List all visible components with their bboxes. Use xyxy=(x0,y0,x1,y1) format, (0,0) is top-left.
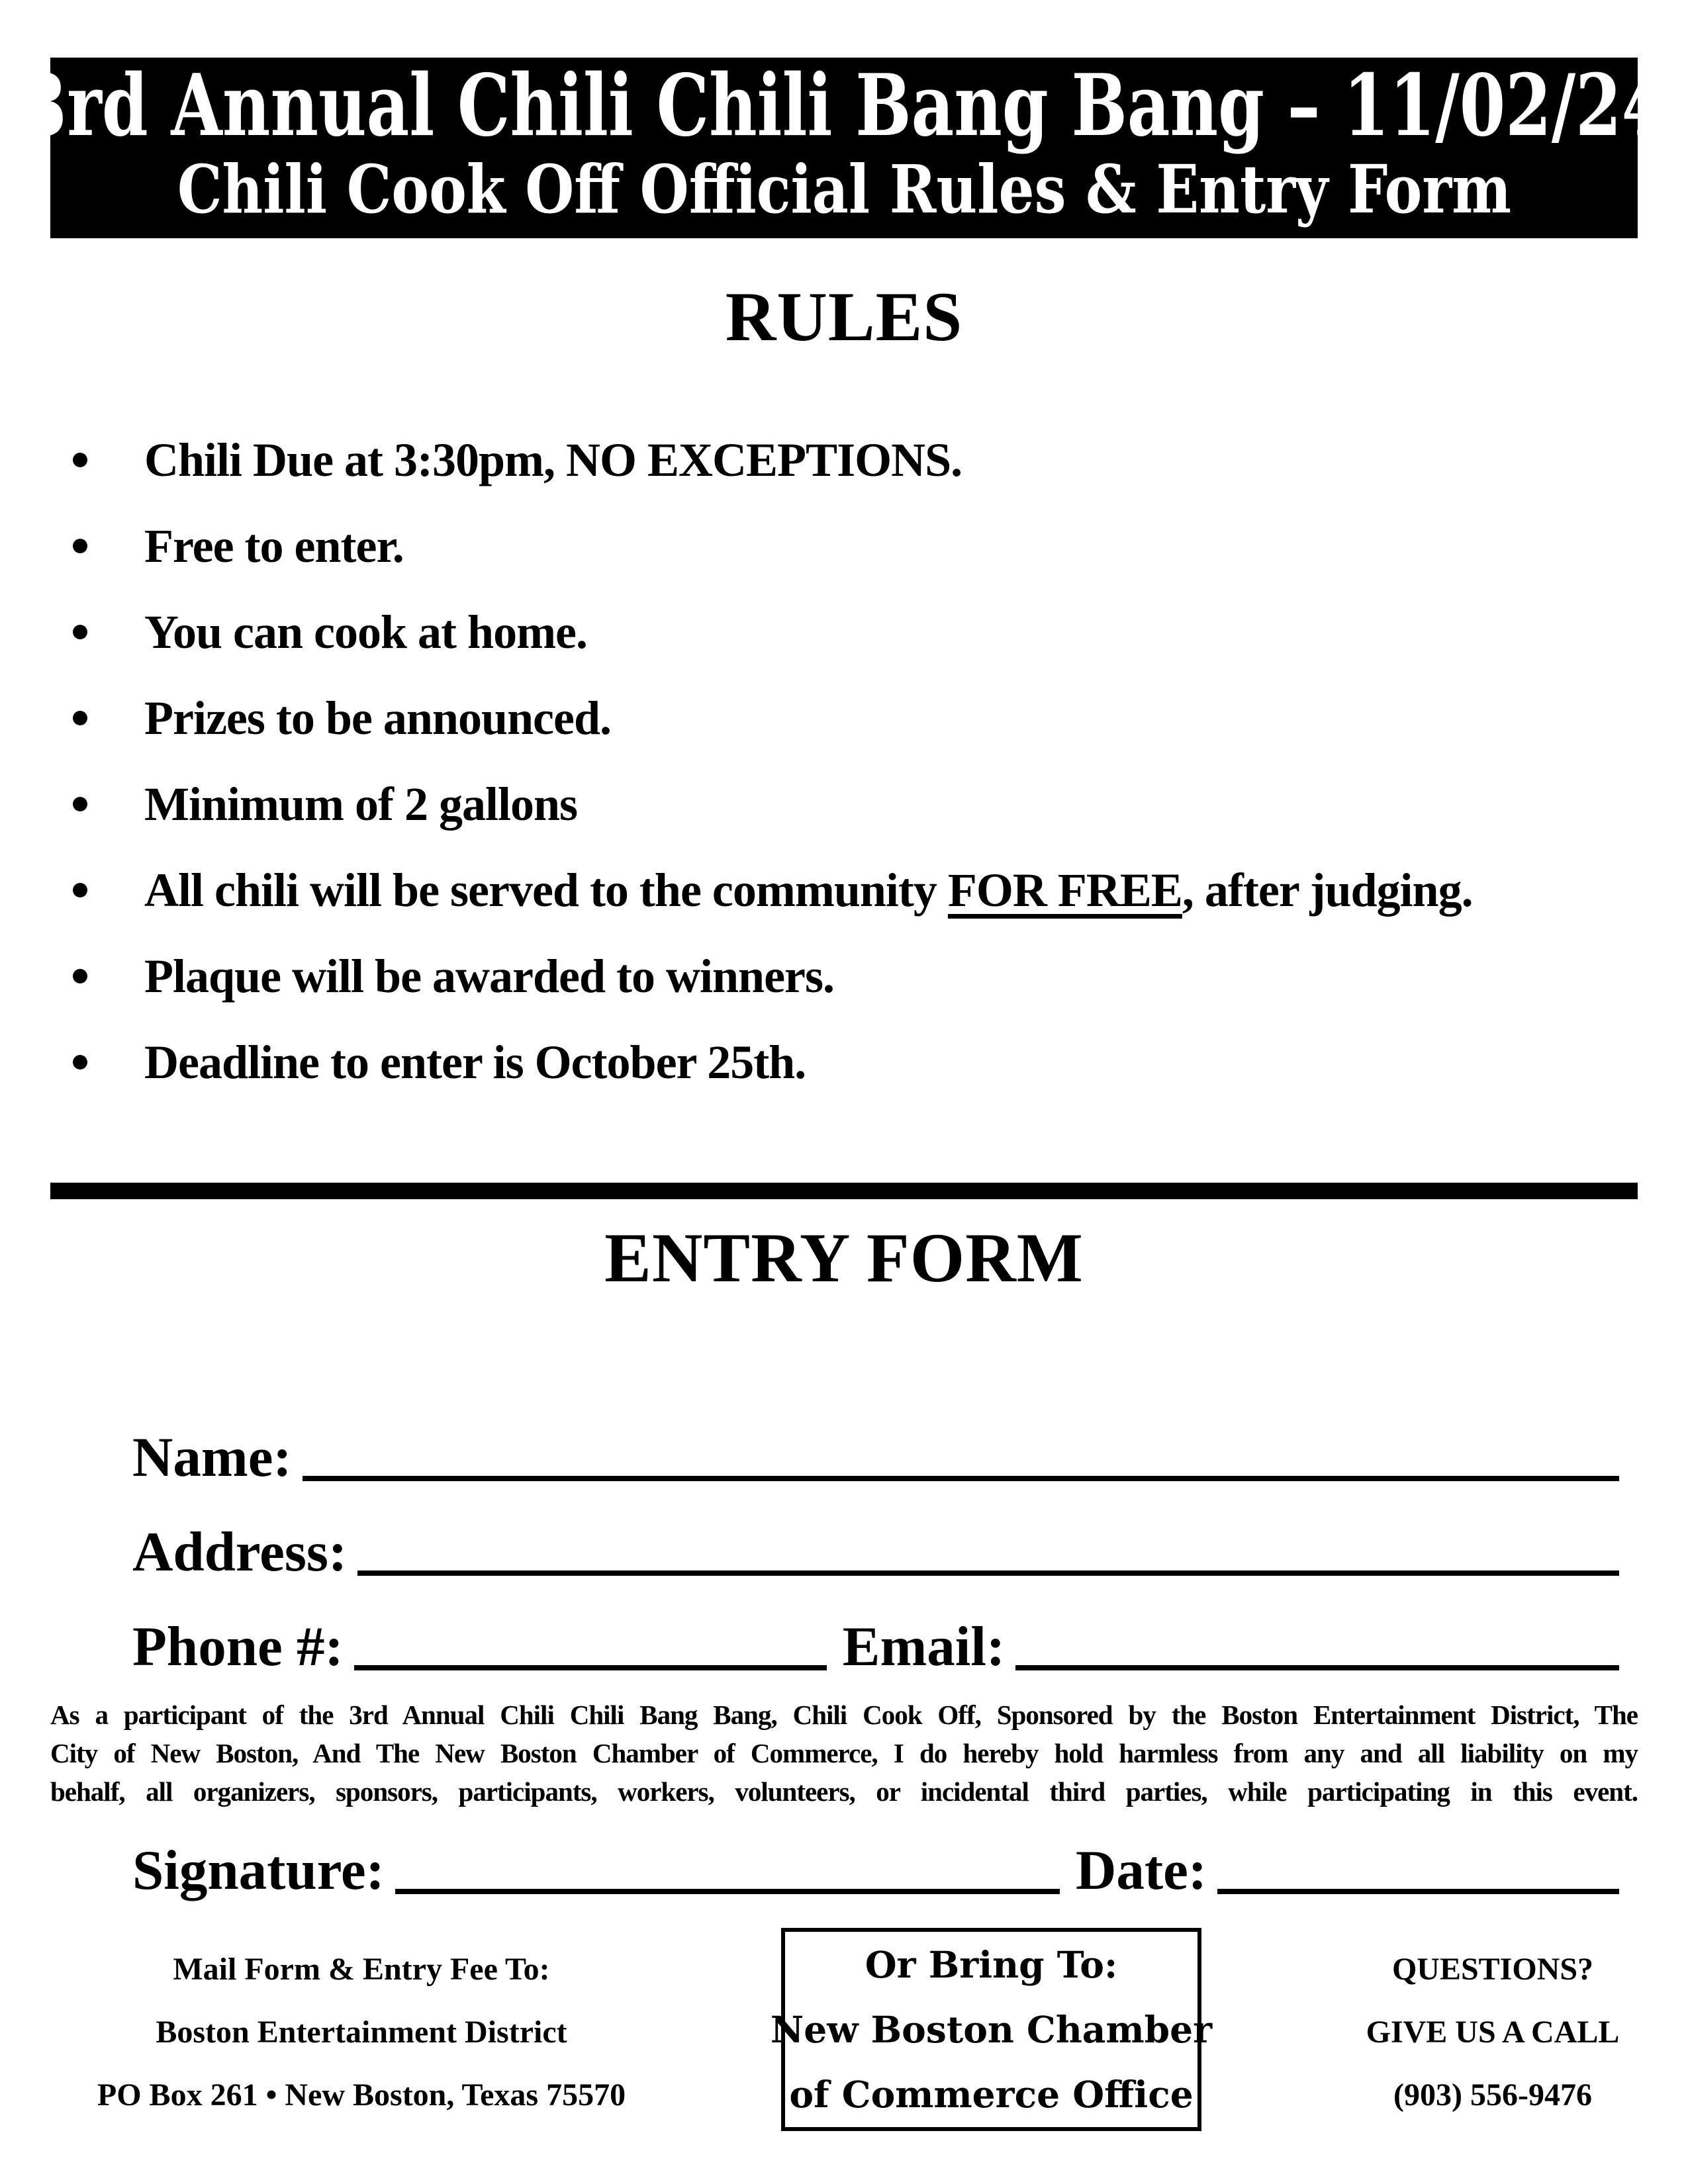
email-label: Email: xyxy=(842,1615,1006,1678)
rule-item xyxy=(73,589,1625,675)
signature-label: Signature: xyxy=(132,1839,385,1901)
mail-line: Mail Form & Entry Fee To: xyxy=(173,1952,550,1987)
rule-item-free-chili xyxy=(73,847,1625,933)
rule-item xyxy=(73,417,1625,503)
bring-line: Or Bring To: xyxy=(865,1943,1118,1986)
name-row xyxy=(132,1427,1619,1488)
rule-text: You can cook at home. xyxy=(144,605,588,659)
rule-item xyxy=(73,1019,1625,1105)
questions-column xyxy=(1344,1938,1642,2126)
questions-line: QUESTIONS? xyxy=(1391,1952,1594,1987)
rule-text: Plaque will be awarded to winners. xyxy=(144,949,835,1003)
bullet-icon xyxy=(73,711,87,725)
phone-label: Phone #: xyxy=(132,1615,344,1678)
bullet-icon xyxy=(73,625,87,639)
signature-date-row xyxy=(132,1840,1619,1901)
name-label: Name: xyxy=(132,1426,292,1488)
rule-text: Chili Due at 3:30pm, NO EXCEPTIONS. xyxy=(144,433,962,486)
bring-to-box xyxy=(770,1928,1213,2131)
rules-list xyxy=(73,417,1625,1105)
rule-text: Prizes to be announced. xyxy=(144,691,611,745)
address-input-line[interactable] xyxy=(357,1570,1619,1576)
rule-text xyxy=(144,863,1473,918)
for-free-underlined-text: FOR FREE xyxy=(947,863,1182,917)
rule-item xyxy=(73,675,1625,761)
name-input-line[interactable] xyxy=(303,1476,1619,1481)
disclaimer-line: As a participant of the 3rd Annual Chili Chili Bang Bang, Chili Cook Off, Sponsored by the Boston Entertainment District, The xyxy=(50,1700,1638,1730)
section-divider xyxy=(50,1183,1638,1199)
disclaimer-line: behalf, all organizers, sponsors, participants, workers, volunteers, or incidental third parties, while participating in this event. xyxy=(50,1776,1638,1807)
banner-title-line2: Chili Cook Off Official Rules & Entry Form xyxy=(177,150,1511,228)
questions-line: GIVE US A CALL xyxy=(1366,2015,1620,2050)
rule-item xyxy=(73,933,1625,1019)
date-input-line[interactable] xyxy=(1217,1889,1619,1894)
rule-text-before: All chili will be served to the community xyxy=(144,863,948,917)
bullet-icon xyxy=(73,1055,87,1069)
disclaimer-paragraph xyxy=(50,1696,1638,1811)
date-label: Date: xyxy=(1075,1839,1207,1901)
bullet-icon xyxy=(73,797,87,811)
entry-form-heading: ENTRY FORM xyxy=(604,1219,1084,1297)
disclaimer-line: City of New Boston, And The New Boston Chamber of Commerce, I do hereby hold harmless from any and all liability on my xyxy=(50,1738,1638,1768)
rules-heading: RULES xyxy=(725,278,963,355)
bullet-icon xyxy=(73,969,87,983)
questions-line: (903) 556-9476 xyxy=(1393,2077,1592,2113)
address-row xyxy=(132,1522,1619,1582)
signature-input-line[interactable] xyxy=(395,1889,1060,1894)
phone-input-line[interactable] xyxy=(354,1665,827,1670)
rule-text: Minimum of 2 gallons xyxy=(144,777,578,831)
header-banner xyxy=(21,56,1667,238)
rule-text: Free to enter. xyxy=(144,519,404,572)
rule-text: Deadline to enter is October 25th. xyxy=(144,1035,806,1089)
mail-line: Boston Entertainment District xyxy=(156,2015,567,2050)
rule-item xyxy=(73,503,1625,589)
mail-column xyxy=(50,1938,673,2126)
bullet-icon xyxy=(73,453,87,467)
email-input-line[interactable] xyxy=(1015,1665,1619,1670)
bullet-icon xyxy=(73,883,87,897)
bring-line: of Commerce Office xyxy=(789,2073,1194,2116)
rule-text-after: , after judging. xyxy=(1182,863,1473,917)
bullet-icon xyxy=(73,539,87,553)
mail-line: PO Box 261 • New Boston, Texas 75570 xyxy=(97,2077,626,2113)
bring-line: New Boston Chamber xyxy=(770,2008,1213,2051)
rule-item xyxy=(73,761,1625,847)
phone-email-row xyxy=(132,1616,1619,1677)
address-label: Address: xyxy=(132,1521,348,1583)
banner-title-line1: 3rd Annual Chili Chili Bang Bang – 11/02/24 xyxy=(21,56,1667,156)
